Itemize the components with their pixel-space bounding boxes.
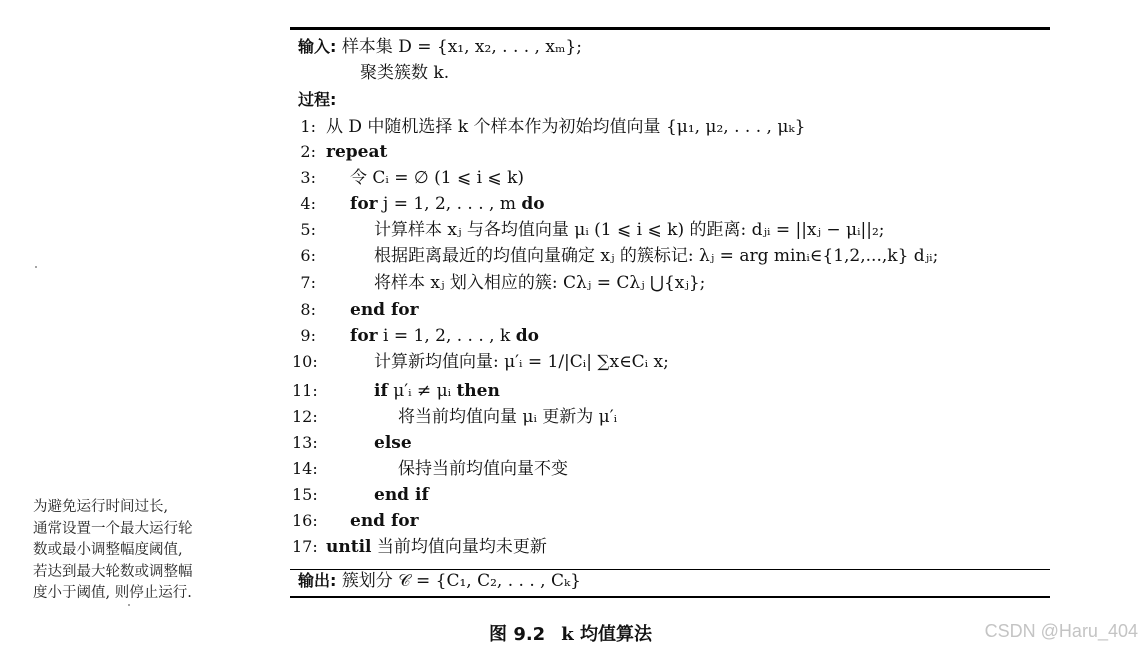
step-line — [350, 325, 539, 347]
step-number: 17: — [292, 537, 318, 556]
step-number: 3: — [300, 168, 316, 187]
step-line — [326, 116, 805, 138]
step-number: 12: — [292, 407, 318, 426]
step-keyword-trailing: then — [456, 381, 500, 401]
step-line — [374, 380, 500, 402]
step-line — [326, 536, 547, 558]
step-keyword: else — [374, 433, 412, 453]
input-line-1 — [298, 36, 582, 58]
step-line — [374, 432, 412, 454]
step-number: 11: — [292, 381, 318, 400]
step-keyword: end for — [350, 300, 419, 320]
step-number: 13: — [292, 433, 318, 452]
margin-note-line: 通常设置一个最大运行轮 — [33, 520, 193, 537]
step-keyword: for — [350, 194, 378, 214]
margin-note-line: 度小于阈值, 则停止运行. — [33, 585, 192, 601]
step-keyword-trailing: do — [521, 194, 545, 214]
figure-number: 图 9.2 — [489, 624, 546, 645]
step-line — [374, 484, 429, 506]
step-text: j = 1, 2, . . . , m — [383, 194, 516, 214]
step-number: 15: — [292, 485, 318, 504]
step-line — [374, 272, 705, 294]
output-line — [298, 570, 581, 592]
step-keyword-trailing: do — [515, 326, 539, 346]
step-number: 10: — [292, 352, 318, 371]
output-label: 输出: — [298, 571, 337, 590]
step-text: 根据距离最近的均值向量确定 xⱼ 的簇标记: λⱼ = arg minᵢ∈{1,2,...,k} dⱼᵢ; — [374, 246, 939, 266]
step-text: 将样本 xⱼ 划入相应的簇: Cλⱼ = Cλⱼ ⋃{xⱼ}; — [374, 273, 706, 293]
step-number: 16: — [292, 511, 318, 530]
bottom-rule — [290, 596, 1050, 598]
step-number: 2: — [300, 142, 316, 161]
step-keyword: for — [350, 326, 378, 346]
watermark: CSDN @Haru_404 — [984, 621, 1138, 641]
step-number: 1: — [300, 117, 316, 136]
output-text: 簇划分 𝒞 = {C₁, C₂, . . . , Cₖ} — [341, 571, 581, 591]
step-line — [326, 141, 387, 163]
step-keyword: until — [326, 537, 372, 557]
step-text: 当前均值向量均未更新 — [376, 537, 547, 557]
step-number: 4: — [300, 194, 316, 213]
step-line — [374, 219, 885, 241]
step-line — [350, 167, 524, 189]
step-text: μ′ᵢ ≠ μᵢ — [393, 381, 452, 401]
step-keyword: end for — [350, 511, 419, 531]
step-line — [350, 510, 419, 532]
step-number: 5: — [300, 220, 316, 239]
input-dataset: 样本集 D = {x₁, x₂, . . . , xₘ}; — [341, 37, 582, 57]
step-keyword: if — [374, 381, 388, 401]
step-text: 计算新均值向量: μ′ᵢ = 1/|Cᵢ| ∑x∈Cᵢ x; — [374, 352, 669, 372]
step-number: 14: — [292, 459, 318, 478]
input-label: 输入: — [298, 37, 337, 56]
input-cluster-count: 聚类簇数 k. — [360, 63, 450, 83]
process-heading — [298, 89, 336, 111]
step-text: 令 Cᵢ = ∅ (1 ⩽ i ⩽ k) — [350, 168, 525, 188]
step-keyword: end if — [374, 485, 429, 505]
input-line-2 — [360, 62, 449, 84]
step-line — [350, 299, 419, 321]
step-number: 6: — [300, 246, 316, 265]
step-line — [398, 406, 617, 428]
margin-note-line: 若达到最大轮数或调整幅 — [33, 563, 193, 580]
scan-speck — [35, 266, 37, 268]
step-keyword: repeat — [326, 142, 388, 162]
step-text: 计算样本 xⱼ 与各均值向量 μᵢ (1 ⩽ i ⩽ k) 的距离: dⱼᵢ = ||xⱼ − μᵢ||₂; — [374, 220, 885, 240]
step-number: 8: — [300, 300, 316, 319]
process-label: 过程: — [298, 90, 337, 109]
margin-note-line: 为避免运行时间过长, — [33, 499, 169, 515]
step-line — [398, 458, 568, 480]
step-line — [374, 351, 669, 373]
step-number: 9: — [300, 326, 316, 345]
scan-speck — [128, 604, 130, 606]
step-text: 将当前均值向量 μᵢ 更新为 μ′ᵢ — [398, 407, 618, 427]
step-number: 7: — [300, 273, 316, 292]
figure-caption — [0, 620, 1141, 646]
margin-note — [33, 497, 253, 605]
step-line — [350, 193, 545, 215]
top-rule — [290, 27, 1050, 30]
step-text: 保持当前均值向量不变 — [398, 459, 568, 479]
margin-note-line: 数或最小调整幅度阈值, — [33, 542, 183, 558]
figure-title: k 均值算法 — [561, 624, 652, 645]
step-text: i = 1, 2, . . . , k — [383, 326, 511, 346]
step-text: 从 D 中随机选择 k 个样本作为初始均值向量 {μ₁, μ₂, . . . , μₖ} — [326, 117, 806, 137]
step-line — [374, 245, 938, 267]
